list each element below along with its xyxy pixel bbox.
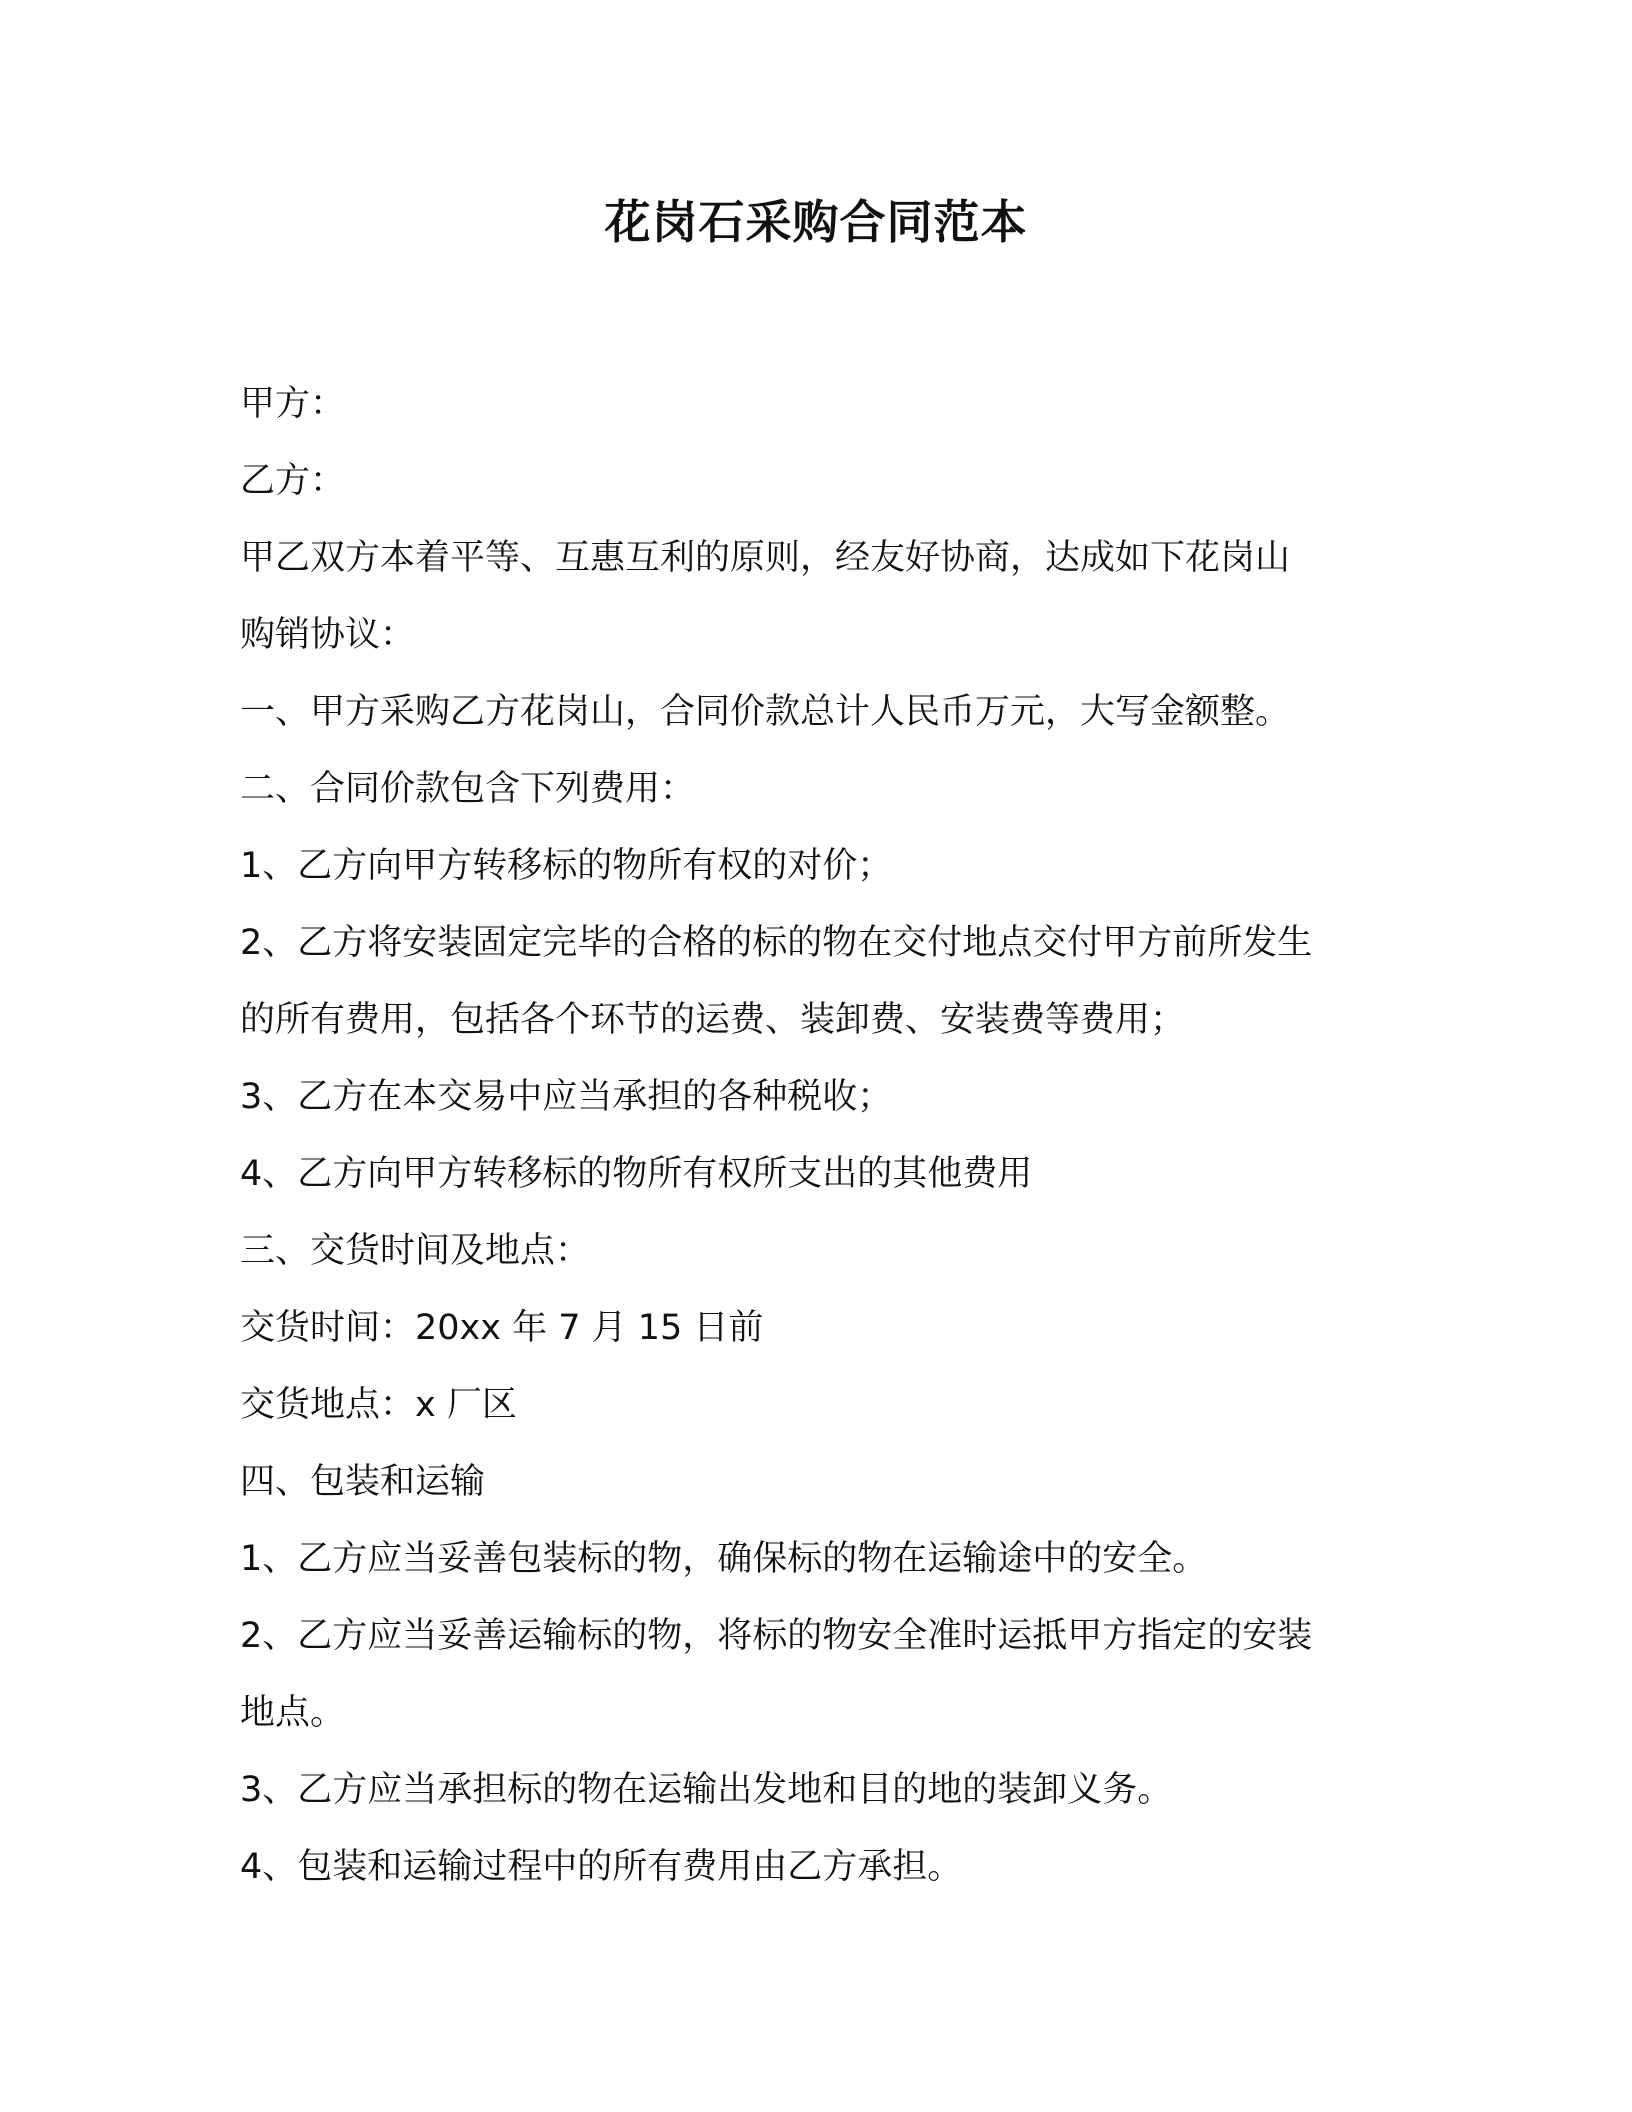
contract-body: [240, 366, 1400, 1906]
clause-2-heading: 二、合同价款包含下列费用：: [240, 769, 696, 809]
clause-2-item-1: 1、乙方向甲方转移标的物所有权的对价；: [240, 846, 893, 886]
clause-4-item-1: 1、乙方应当妥善包装标的物，确保标的物在运输途中的安全。: [240, 1539, 1208, 1579]
document-title: 花岗石采购合同范本: [604, 195, 1028, 249]
delivery-time: 交货时间：20xx 年 7 月 15 日前: [240, 1308, 764, 1348]
party-a-line: 甲方：: [240, 384, 346, 424]
party-b-line: 乙方：: [240, 461, 346, 501]
clause-4-item-3: 3、乙方应当承担标的物在运输出发地和目的地的装卸义务。: [240, 1770, 1173, 1810]
clause-4-item-2-line-2: 地点。: [240, 1693, 346, 1733]
preamble-line-1: 甲乙双方本着平等、互惠互利的原则，经友好协商，达成如下花岗山: [240, 538, 1291, 578]
clause-3-heading: 三、交货时间及地点：: [240, 1231, 591, 1271]
clause-4-item-4: 4、包装和运输过程中的所有费用由乙方承担。: [240, 1847, 963, 1887]
clause-4-item-2-line-1: 2、乙方应当妥善运输标的物，将标的物安全准时运抵甲方指定的安装: [240, 1616, 1313, 1656]
clause-2-item-3: 3、乙方在本交易中应当承担的各种税收；: [240, 1077, 893, 1117]
clause-2-item-4: 4、乙方向甲方转移标的物所有权所支出的其他费用: [240, 1154, 1033, 1194]
clause-2-item-2-line-2: 的所有费用，包括各个环节的运费、装卸费、安装费等费用；: [240, 1000, 1186, 1040]
clause-2-item-2-line-1: 2、乙方将安装固定完毕的合格的标的物在交付地点交付甲方前所发生: [240, 923, 1313, 963]
preamble-line-2: 购销协议：: [240, 615, 416, 655]
clause-1-purchase: 一、甲方采购乙方花岗山，合同价款总计人民币万元，大写金额整。: [240, 692, 1291, 732]
delivery-place: 交货地点：x 厂区: [240, 1385, 517, 1425]
clause-4-heading: 四、包装和运输: [240, 1462, 486, 1502]
